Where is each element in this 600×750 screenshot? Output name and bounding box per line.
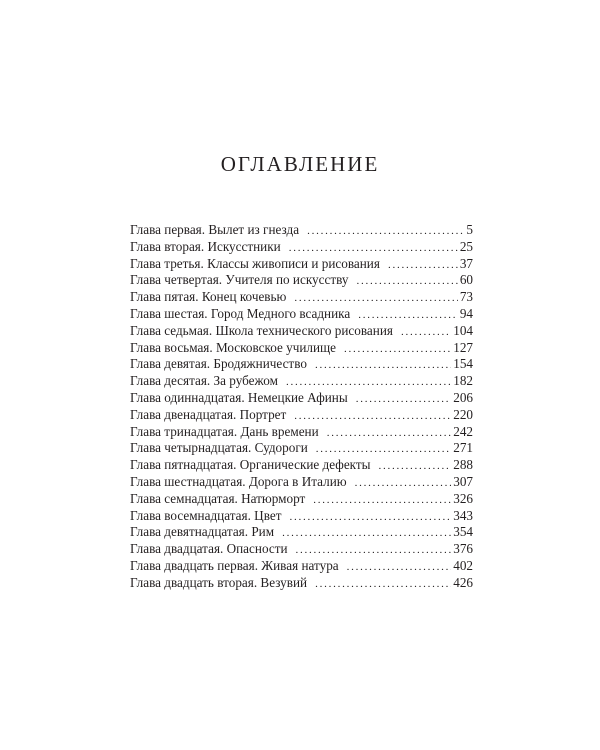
- chapter-title: Глава пятая. Конец кочевью: [130, 289, 287, 305]
- page-number: 206: [453, 389, 473, 405]
- page-number: 288: [453, 457, 473, 473]
- chapter-title: Глава одиннадцатая. Немецкие Афины: [130, 389, 348, 405]
- toc-entry[interactable]: [130, 407, 473, 424]
- dot-leader: [356, 391, 451, 408]
- toc-entry[interactable]: [130, 491, 473, 508]
- page-number: 220: [453, 406, 473, 422]
- toc-entry[interactable]: [130, 256, 473, 273]
- chapter-title: Глава двенадцатая. Портрет: [130, 406, 287, 422]
- page-number: 104: [453, 322, 473, 338]
- dot-leader: [316, 441, 451, 458]
- toc-entry[interactable]: [130, 558, 473, 575]
- dot-leader: [294, 290, 457, 307]
- dot-leader: [286, 374, 451, 391]
- page-number: 94: [459, 305, 473, 321]
- chapter-title: Глава девятнадцатая. Рим: [130, 524, 275, 540]
- page-number: 343: [453, 507, 473, 523]
- toc-entry[interactable]: [130, 424, 473, 441]
- toc-entry[interactable]: [130, 457, 473, 474]
- dot-leader: [282, 525, 451, 542]
- chapter-title: Глава вторая. Искусстники: [130, 238, 281, 254]
- page-number: 73: [459, 289, 473, 305]
- chapter-title: Глава восемнадцатая. Цвет: [130, 507, 282, 523]
- dot-leader: [388, 257, 458, 274]
- dot-leader: [296, 542, 452, 559]
- dot-leader: [289, 509, 451, 526]
- chapter-title: Глава двадцать первая. Живая натура: [130, 557, 339, 573]
- chapter-title: Глава семнадцатая. Натюрморт: [130, 490, 306, 506]
- toc-entry[interactable]: [130, 373, 473, 390]
- page-number: 182: [453, 373, 473, 389]
- toc-entry[interactable]: [130, 289, 473, 306]
- chapter-title: Глава шестнадцатая. Дорога в Италию: [130, 473, 347, 489]
- chapter-title: Глава пятнадцатая. Органические дефекты: [130, 457, 371, 473]
- chapter-title: Глава восьмая. Московское училище: [130, 339, 337, 355]
- dot-leader: [315, 576, 451, 593]
- page-number: 127: [453, 339, 473, 355]
- toc-entry[interactable]: [130, 440, 473, 457]
- dot-leader: [327, 425, 452, 442]
- dot-leader: [289, 240, 458, 257]
- page-number: 271: [453, 440, 473, 456]
- dot-leader: [307, 223, 464, 240]
- page-number: 242: [453, 423, 473, 439]
- page-number: 154: [453, 356, 473, 372]
- dot-leader: [344, 341, 451, 358]
- chapter-title: Глава четвертая. Учителя по искусству: [130, 272, 349, 288]
- page-number: 307: [453, 473, 473, 489]
- dot-leader: [401, 324, 451, 341]
- toc-entry[interactable]: [130, 390, 473, 407]
- page-title: ОГЛАВЛЕНИЕ: [220, 152, 380, 176]
- dot-leader: [315, 357, 451, 374]
- chapter-title: Глава четырнадцатая. Судороги: [130, 440, 308, 456]
- toc-entry[interactable]: [130, 575, 473, 592]
- toc-entry[interactable]: [130, 541, 473, 558]
- toc-entry[interactable]: [130, 508, 473, 525]
- chapter-title: Глава тринадцатая. Дань времени: [130, 423, 319, 439]
- toc-entry[interactable]: [130, 272, 473, 289]
- chapter-title: Глава десятая. За рубежом: [130, 373, 278, 389]
- toc-entry[interactable]: [130, 356, 473, 373]
- chapter-title: Глава первая. Вылет из гнезда: [130, 222, 300, 237]
- chapter-title: Глава третья. Классы живописи и рисования: [130, 255, 380, 271]
- toc-entry[interactable]: [130, 524, 473, 541]
- dot-leader: [347, 559, 452, 576]
- page-number: 354: [453, 524, 473, 540]
- page-number: 5: [466, 222, 473, 237]
- chapter-title: Глава двадцать вторая. Везувий: [130, 574, 308, 590]
- table-of-contents: [130, 222, 473, 592]
- chapter-title: Глава седьмая. Школа технического рисования: [130, 322, 393, 338]
- page-number: 426: [453, 574, 473, 590]
- page-number: 376: [453, 541, 473, 557]
- toc-entry[interactable]: [130, 474, 473, 491]
- dot-leader: [356, 273, 457, 290]
- page-number: 37: [459, 255, 473, 271]
- toc-entry[interactable]: [130, 340, 473, 357]
- toc-entry[interactable]: [130, 222, 473, 239]
- chapter-title: Глава двадцатая. Опасности: [130, 541, 288, 557]
- dot-leader: [313, 492, 451, 509]
- toc-entry[interactable]: [130, 239, 473, 256]
- toc-entry[interactable]: [130, 323, 473, 340]
- dot-leader: [294, 408, 451, 425]
- dot-leader: [358, 307, 458, 324]
- toc-entry[interactable]: [130, 306, 473, 323]
- page-number: 60: [459, 272, 473, 288]
- page-number: 402: [453, 557, 473, 573]
- chapter-title: Глава девятая. Бродяжничество: [130, 356, 307, 372]
- dot-leader: [379, 458, 452, 475]
- dot-leader: [355, 475, 452, 492]
- chapter-title: Глава шестая. Город Медного всадника: [130, 305, 351, 321]
- page-number: 25: [459, 238, 473, 254]
- page-number: 326: [453, 490, 473, 506]
